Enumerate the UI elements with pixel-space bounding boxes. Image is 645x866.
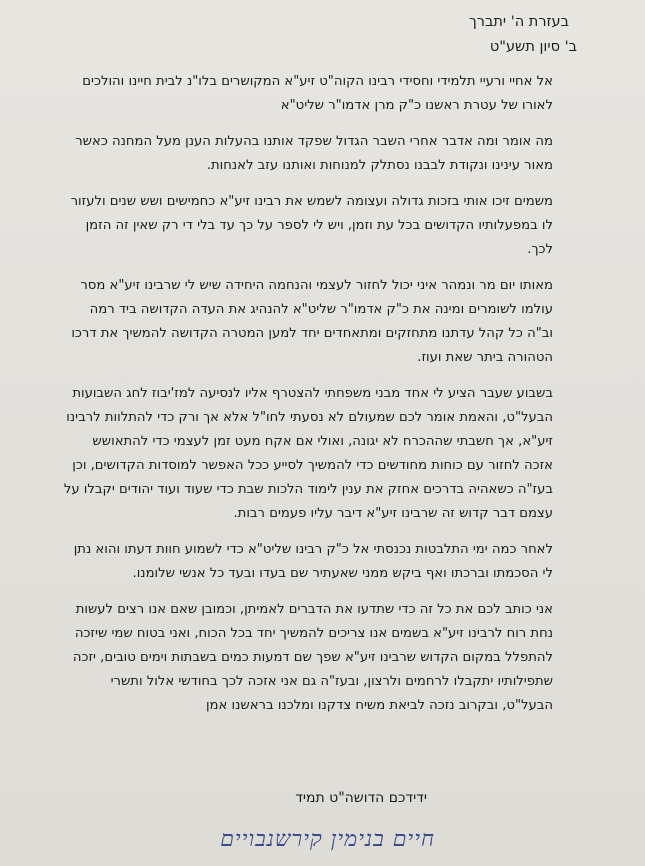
closing-line: ידידכם הדושה"ט תמיד (295, 790, 427, 806)
paragraph-greeting: אל אחיי ורעיי תלמידי וחסידי רבינו הקוה"ט זיע"א המקושרים בלו"נ לבית חיינו והולכים לאורו של עטרת ראשנו כ"ק מרן אדמו"ר שליט"א (82, 74, 553, 113)
paragraph-loss: מה אומר ומה אדבר אחרי השבר הגדול שפקד אותנו בהעלות הענן מעל המחנה כאשר מאור עינינו ונקודת לבבנו נסתלק למנוחות ואותנו עזב לאנחות. (75, 134, 553, 173)
header-date: ב' סיון תשע"ט (489, 39, 577, 55)
letter-header (349, 10, 577, 60)
header-blessing: בעזרת ה' יתברך (469, 14, 569, 30)
paragraph-conclusion: אני כותב לכם את כל זה כדי שתדעו את הדברים לאמיתן, וכמובן שאם אנו רצים לעשות נחת רוח לרבינו זיע"א בשמים אנו צריכים להמשיך יחד בכל הכוח, ואני בטוח שמי שיזכה להתפלל במקום הקדוש שרבינו זיע"א שפך שם דמעות כמים בשבתות וימים טובים, יזכה שתפילותיו יתקבלו לרחמים ולרצון, ובעז"ה גם אני אזכה לכך בחודשי אלול ותשרי הבעל"ט, ובקרוב נזכה לביאת משיח צדקנו ומלכנו בראשנו אמן (72, 602, 553, 713)
letter-body (62, 70, 553, 728)
paragraph-consolation: מאותו יום מר ונמהר איני יכול לחזור לעצמי והנחמה היחידה שיש לי שרבינו זיע"א מסר עולמו לשומרים ומינה את כ"ק אדמו"ר שליט"א להנהיג את העדה הקדושה ביד רמה וב"ה כל קהל עדתנו מתחזקים ומתאחדים יחד למען המטרה הקדושה להמשיך את דרכו הטהורה ביתר שאת ועוז. (71, 278, 553, 365)
handwritten-signature: חיים בנימין קירשנבויים (220, 827, 435, 852)
paragraph-approval: לאחר כמה ימי התלבטות נכנסתי אל כ"ק רבינו שליט"א כדי לשמוע חוות דעתו והוא נתן לי הסכמתו וברכתו ואף ביקש ממני שאעתיר שם בעדו ובעד כל אנשי שלומנו. (73, 542, 553, 581)
paragraph-journey: בשבוע שעבר הציע לי אחד מבני משפחתי להצטרף אליו לנסיעה למז'יבוז לחג השבועות הבעל"ט, והאמת אומר לכם שמעולם לא נסעתי לחו"ל אלא אך ורק כדי להתלוות לרבינו זיע"א, אך חשבתי שההכרח לא יגונה, ואולי אם אקח מעט זמן לעצמי כדי להתאושש אזכה לחזור עם כוחות מחודשים כדי להמשיך לסייע ככל האפשר למוסדות הקדושים, וכן בעז"ה כשאהיה בדרכים אחזק את ענין לימוד הלכות שבת כדי שעוד ועוד יהודים יקבלו על עצמם דבר קדוש זה שרבינו זיע"א דיבר עליו פעמים רבות. (63, 386, 553, 521)
paragraph-service: משמים זיכו אותי בזכות גדולה ועצומה לשמש את רבינו זיע"א כחמישים ושש שנים ולעזור לו במפעלותיו הקדושים בכל עת וזמן, ויש לי לספר על כך עד בלי די רק שאין זה הזמן לכך. (70, 194, 553, 257)
